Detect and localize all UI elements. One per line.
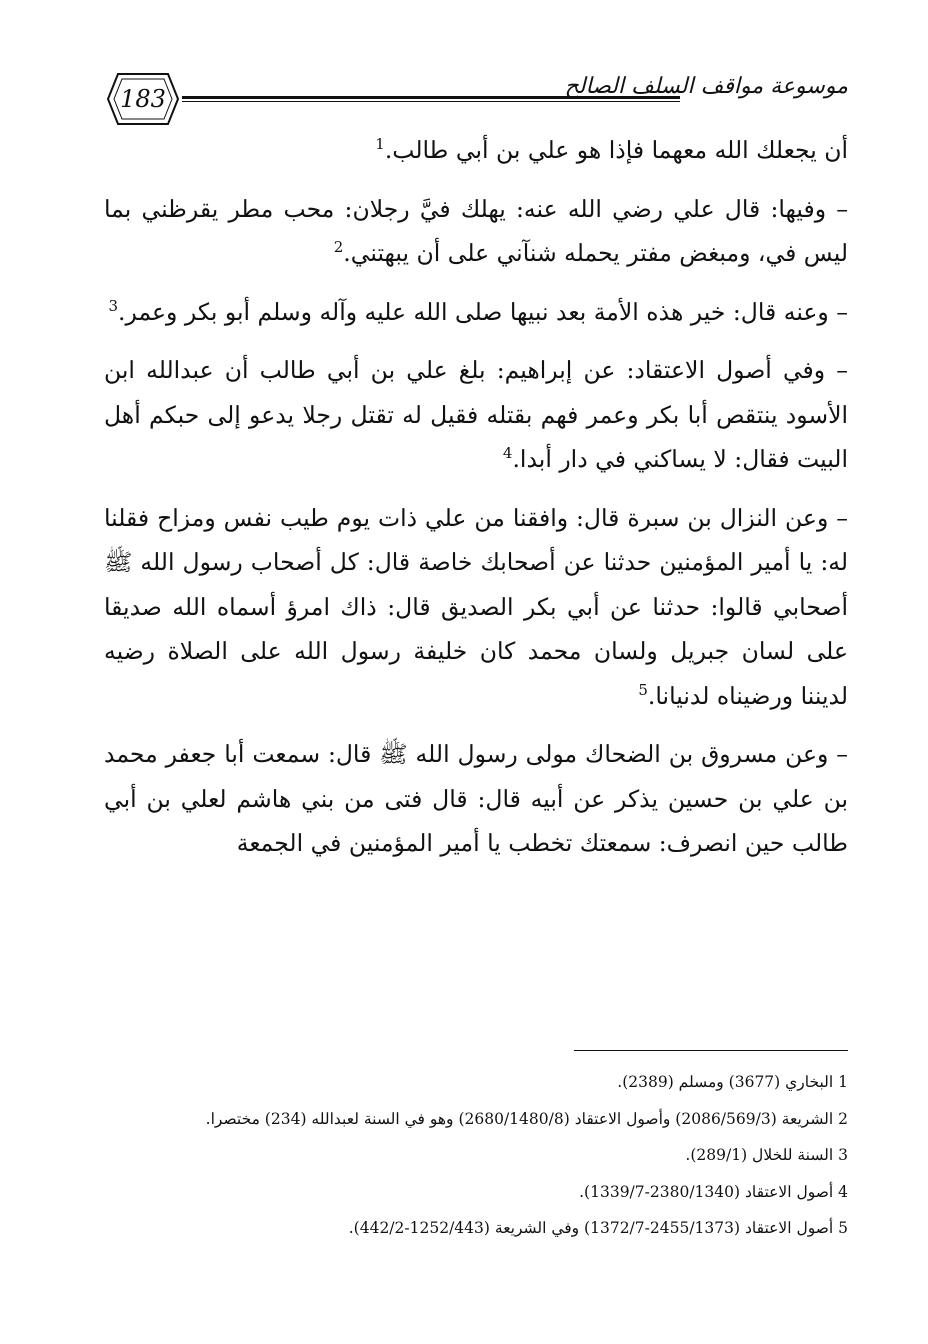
paragraph-1 [104, 128, 848, 173]
page-number-badge [106, 70, 180, 128]
footnote-4: 4 أصول الاعتقاد (2380/1340-1339/7). [579, 1182, 848, 1201]
paragraph-5 [104, 496, 848, 719]
footnote-3: 3 السنة للخلال (289/1). [685, 1146, 848, 1164]
paragraph-3 [104, 290, 848, 335]
paragraph-text: – وفي أصول الاعتقاد: عن إبراهيم: بلغ علي بن أبي طالب أن عبدالله ابن الأسود ينتقص أبا بكر وعمر فهم بقتله فقيل له تقتل رجلا يدعو إلى حبكم أهل البيت فقال: لا يساكني في دار أبدا. [104, 356, 848, 473]
page-number: 183 [120, 85, 166, 113]
paragraph-text: أن يجعلك الله معهما فإذا هو علي بن أبي طالب. [384, 136, 848, 164]
footnote-5: 5 أصول الاعتقاد (2455/1373-1372/7) وفي الشريعة (1252/443-442/2). [348, 1219, 848, 1237]
paragraph-text: – وعن النزال بن سبرة قال: وافقنا من علي ذات يوم طيب نفس ومزاح فقلنا له: يا أمير المؤمنين حدثنا عن أصحابك خاصة قال: كل أصحاب رسول الله ﷺ أصحابي قالوا: حدثنا عن أبي بكر الصديق قال: ذاك امرؤ أسماه الله صديقا على لسان جبريل ولسان محمد كان خليفة رسول الله على الصلاة رضيه لديننا ورضيناه لدنيانا. [104, 503, 848, 710]
paragraph-text: – وعنه قال: خير هذه الأمة بعد نبيها صلى الله عليه وآله وسلم أبو بكر وعمر. [118, 297, 848, 326]
page-header [100, 62, 848, 136]
paragraph-2 [104, 187, 848, 276]
footnote-ref: 4 [502, 444, 513, 463]
footnotes [104, 1064, 848, 1247]
paragraph-4 [104, 348, 848, 482]
paragraph-text: – وعن مسروق بن الضحاك مولى رسول الله ﷺ قال: سمعت أبا جعفر محمد بن علي بن حسين يذكر عن أبيه قال: قال فتى من بني هاشم لعلي بن أبي طالب حين انصرف: سمعتك تخطب يا أمير المؤمنين في الجمعة [104, 740, 848, 857]
footnote-2: 2 الشريعة (2086/569/3) وأصول الاعتقاد (2680/1480/8) وهو في السنة لعبدالله (234) مختصرا. [205, 1109, 848, 1128]
series-title: موسوعة مواقف السلف الصالح [564, 74, 848, 99]
paragraph-6 [104, 732, 848, 866]
footnote-separator [574, 1050, 848, 1051]
body-text [104, 128, 848, 880]
footnote-ref: 1 [375, 135, 385, 154]
footnote-ref: 2 [333, 238, 344, 257]
paragraph-text: – وفيها: قال علي رضي الله عنه: يهلك فيَّ رجلان: محب مطر يقرظني بما ليس في، ومبغض مفتر يحمله شنآني على أن يبهتني. [104, 194, 848, 267]
footnote-ref: 3 [108, 296, 119, 315]
footnote-ref: 5 [638, 680, 648, 699]
footnote-1: 1 البخاري (3677) ومسلم (2389). [617, 1073, 848, 1091]
